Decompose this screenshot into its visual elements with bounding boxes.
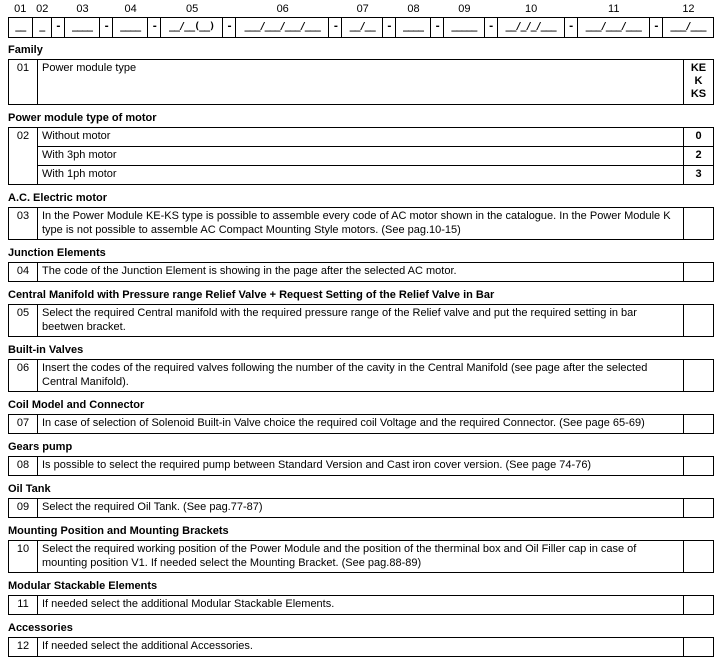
row-description: With 1ph motor bbox=[42, 168, 117, 180]
code-separator-spacer bbox=[223, 2, 236, 17]
table-row bbox=[38, 208, 713, 239]
spec-section bbox=[8, 580, 714, 615]
row-code bbox=[683, 360, 713, 391]
item-number: 03 bbox=[9, 208, 38, 239]
section-rows bbox=[38, 263, 713, 281]
section-rows bbox=[38, 360, 713, 391]
code-position-label: 05 bbox=[185, 3, 199, 15]
table-row bbox=[38, 541, 713, 572]
code-separator-dash: - bbox=[382, 17, 396, 38]
code-value: K bbox=[694, 75, 703, 87]
item-number: 10 bbox=[9, 541, 38, 572]
spec-section bbox=[8, 441, 714, 476]
table-row bbox=[38, 60, 713, 104]
code-position-pattern: ____ bbox=[395, 17, 431, 38]
code-position-label: 02 bbox=[36, 3, 49, 15]
item-number: 02 bbox=[9, 128, 38, 184]
section-table bbox=[8, 127, 714, 185]
code-position-label: 07 bbox=[356, 3, 369, 15]
code-value: 0 bbox=[695, 130, 702, 142]
code-separator-spacer bbox=[565, 2, 578, 17]
code-position-pattern: __/__ bbox=[341, 17, 383, 38]
code-value: 2 bbox=[695, 149, 702, 161]
row-description: The code of the Junction Element is showing in the page after the selected AC motor. bbox=[42, 265, 457, 277]
section-table bbox=[8, 498, 714, 518]
code-position bbox=[342, 2, 383, 38]
row-description: In the Power Module KE-KS type is possible to assemble every code of AC motor shown in the catalogue. In the Power Module K type is not possible to assemble AC Compact Mounting Style motors. (See pag.10-15) bbox=[42, 210, 671, 236]
section-rows bbox=[38, 541, 713, 572]
spec-section bbox=[8, 344, 714, 392]
section-heading: Mounting Position and Mounting Brackets bbox=[8, 525, 229, 537]
code-value: KE bbox=[690, 62, 707, 74]
row-code bbox=[683, 263, 713, 281]
code-position bbox=[8, 2, 33, 38]
code-position bbox=[498, 2, 565, 38]
row-code bbox=[683, 457, 713, 475]
row-description: Insert the codes of the required valves following the number of the cavity in the Central Manifold (see page after the selected Central Manifold). bbox=[42, 362, 648, 388]
section-heading: Built-in Valves bbox=[8, 344, 84, 356]
table-row bbox=[38, 263, 713, 281]
code-separator-dash: - bbox=[147, 17, 161, 38]
section-table bbox=[8, 637, 714, 657]
code-position bbox=[663, 2, 714, 38]
code-position-pattern: ___/___/___/___ bbox=[235, 17, 329, 38]
section-table bbox=[8, 540, 714, 573]
table-row bbox=[38, 360, 713, 391]
code-position bbox=[113, 2, 148, 38]
section-heading: Oil Tank bbox=[8, 483, 51, 495]
code-position bbox=[65, 2, 100, 38]
spec-section bbox=[8, 112, 714, 185]
section-rows bbox=[38, 305, 713, 336]
table-row bbox=[38, 128, 713, 146]
item-number: 11 bbox=[9, 596, 38, 614]
type-code-strip bbox=[8, 2, 714, 38]
section-heading: Power module type of motor bbox=[8, 112, 157, 124]
item-number: 09 bbox=[9, 499, 38, 517]
code-separator-dash: - bbox=[99, 17, 113, 38]
code-position-label: 03 bbox=[76, 3, 89, 15]
item-number: 04 bbox=[9, 263, 38, 281]
spec-section bbox=[8, 192, 714, 240]
code-position-label: 11 bbox=[608, 3, 620, 15]
code-position bbox=[33, 2, 52, 38]
code-separator-dash: - bbox=[222, 17, 236, 38]
row-code bbox=[683, 166, 713, 184]
row-description: With 3ph motor bbox=[42, 149, 117, 161]
code-separator-dash: - bbox=[430, 17, 444, 38]
spec-section bbox=[8, 247, 714, 282]
spec-sections bbox=[8, 44, 714, 657]
row-description: Select the required Central manifold with the required pressure range of the Relief valve and put the required setting in bar beetwen bracket. bbox=[42, 307, 637, 333]
code-position-label: 04 bbox=[124, 3, 137, 15]
code-separator-spacer bbox=[52, 2, 65, 17]
code-position-pattern: __ bbox=[8, 17, 33, 38]
spec-section bbox=[8, 289, 714, 337]
code-separator-spacer bbox=[650, 2, 663, 17]
section-table bbox=[8, 59, 714, 105]
code-position bbox=[396, 2, 431, 38]
row-description: Select the required working position of the Power Module and the position of the therminal box and Oil Filler cap in case of mounting position V1. If needed select the Mounting Bracket. (See pag.88-89) bbox=[42, 543, 637, 569]
row-description: Power module type bbox=[42, 62, 137, 74]
code-position-pattern: ___/___ bbox=[662, 17, 714, 38]
item-number: 06 bbox=[9, 360, 38, 391]
code-position-pattern: _____ bbox=[443, 17, 485, 38]
row-code bbox=[683, 499, 713, 517]
row-description: Is possible to select the required pump between Standard Version and Cast iron cover version. (See page 74-76) bbox=[42, 459, 592, 471]
code-separator-spacer bbox=[485, 2, 498, 17]
item-number: 08 bbox=[9, 457, 38, 475]
code-position-label: 09 bbox=[458, 3, 471, 15]
row-code bbox=[683, 638, 713, 656]
table-row bbox=[38, 305, 713, 336]
spec-section bbox=[8, 622, 714, 657]
section-heading: A.C. Electric motor bbox=[8, 192, 108, 204]
code-position bbox=[236, 2, 329, 38]
code-separator-dash: - bbox=[649, 17, 663, 38]
row-code bbox=[683, 208, 713, 239]
row-code bbox=[683, 596, 713, 614]
section-rows bbox=[38, 499, 713, 517]
row-code bbox=[683, 541, 713, 572]
spec-section bbox=[8, 44, 714, 105]
table-row bbox=[38, 499, 713, 517]
section-table bbox=[8, 304, 714, 337]
section-rows bbox=[38, 596, 713, 614]
code-value: KS bbox=[690, 88, 707, 100]
section-rows bbox=[38, 208, 713, 239]
section-heading: Coil Model and Connector bbox=[8, 399, 145, 411]
type-code-area bbox=[8, 2, 714, 38]
section-table bbox=[8, 262, 714, 282]
row-code bbox=[683, 147, 713, 165]
section-rows bbox=[38, 60, 713, 104]
section-rows bbox=[38, 415, 713, 433]
section-heading: Gears pump bbox=[8, 441, 73, 453]
table-row bbox=[38, 165, 713, 184]
section-heading: Modular Stackable Elements bbox=[8, 580, 158, 592]
section-table bbox=[8, 207, 714, 240]
section-table bbox=[8, 595, 714, 615]
code-separator-spacer bbox=[431, 2, 444, 17]
table-row bbox=[38, 638, 713, 656]
section-heading: Accessories bbox=[8, 622, 73, 634]
item-number: 01 bbox=[9, 60, 38, 104]
code-position-label: 08 bbox=[407, 3, 420, 15]
section-table bbox=[8, 359, 714, 392]
row-code bbox=[683, 305, 713, 336]
row-code bbox=[683, 128, 713, 146]
code-separator-dash: - bbox=[564, 17, 578, 38]
code-separator-dash: - bbox=[328, 17, 342, 38]
spec-section bbox=[8, 483, 714, 518]
code-position-pattern: _ bbox=[32, 17, 52, 38]
code-position-label: 10 bbox=[524, 3, 538, 15]
code-position bbox=[161, 2, 223, 38]
code-separator-spacer bbox=[148, 2, 161, 17]
row-description: In case of selection of Solenoid Built-in Valve choice the required coil Voltage and the required Connector. (See page 65-69) bbox=[42, 417, 645, 429]
code-position bbox=[444, 2, 485, 38]
section-heading: Family bbox=[8, 44, 43, 56]
code-position-pattern: __/__(__) bbox=[160, 17, 223, 38]
section-table bbox=[8, 414, 714, 434]
table-row bbox=[38, 596, 713, 614]
table-row bbox=[38, 415, 713, 433]
code-position-pattern: ____ bbox=[64, 17, 100, 38]
table-row bbox=[38, 457, 713, 475]
row-code bbox=[683, 415, 713, 433]
spec-section bbox=[8, 399, 714, 434]
section-rows bbox=[38, 457, 713, 475]
item-number: 05 bbox=[9, 305, 38, 336]
code-position-label: 01 bbox=[14, 3, 27, 15]
section-heading: Central Manifold with Pressure range Relief Valve + Request Setting of the Relief Valve in Bar bbox=[8, 289, 495, 301]
table-row bbox=[38, 146, 713, 165]
row-description: If needed select the additional Modular Stackable Elements. bbox=[42, 598, 335, 610]
section-table bbox=[8, 456, 714, 476]
code-separator-spacer bbox=[329, 2, 342, 17]
section-rows bbox=[38, 638, 713, 656]
code-separator-spacer bbox=[100, 2, 113, 17]
section-rows bbox=[38, 128, 713, 184]
code-position-pattern: ____ bbox=[112, 17, 148, 38]
row-description: If needed select the additional Accessories. bbox=[42, 640, 253, 652]
code-position bbox=[578, 2, 650, 38]
code-position-label: 06 bbox=[276, 3, 289, 15]
row-description: Select the required Oil Tank. (See pag.77-87) bbox=[42, 501, 263, 513]
code-position-pattern: __/_/_/___ bbox=[497, 17, 565, 38]
item-number: 07 bbox=[9, 415, 38, 433]
code-separator-spacer bbox=[383, 2, 396, 17]
row-code bbox=[683, 60, 713, 104]
code-position-label: 12 bbox=[682, 3, 695, 15]
spec-section bbox=[8, 525, 714, 573]
code-position-pattern: ___/___/___ bbox=[577, 17, 650, 38]
item-number: 12 bbox=[9, 638, 38, 656]
code-separator-dash: - bbox=[484, 17, 498, 38]
section-heading: Junction Elements bbox=[8, 247, 106, 259]
row-description: Without motor bbox=[42, 130, 111, 142]
code-separator-dash: - bbox=[51, 17, 65, 38]
code-value: 3 bbox=[695, 168, 702, 180]
